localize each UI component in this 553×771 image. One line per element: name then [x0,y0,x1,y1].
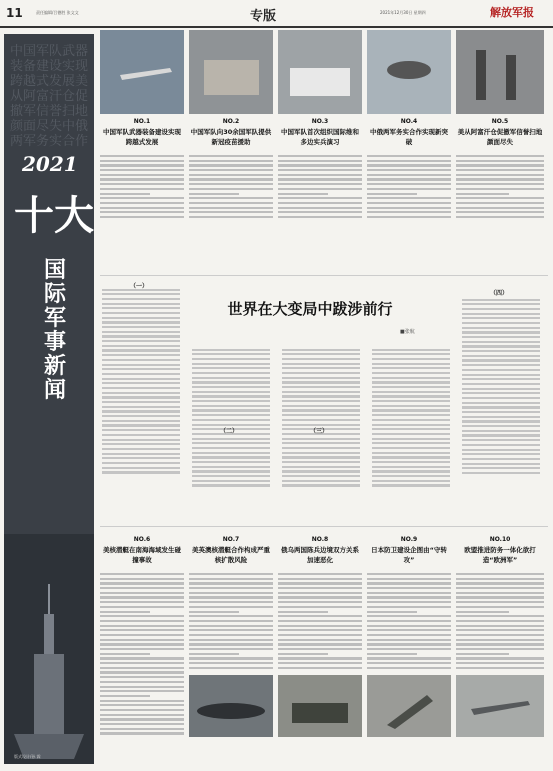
item-title: 美核潜艇在南海海域发生碰撞事故 [103,546,181,564]
item-number: NO.10 [489,536,511,543]
news-item-6 [100,532,184,737]
sidebar-title: 国际军事新闻 [44,258,67,403]
item-number: NO.6 [133,536,151,543]
news-item-7 [189,532,273,737]
submarine-photo [189,675,273,737]
item-number: NO.5 [491,118,509,125]
body-text [100,155,184,218]
feature-article [100,275,548,527]
armored-vehicle-photo [278,675,362,737]
feature-column-1 [102,286,180,516]
missile-launcher-photo [367,675,451,737]
section-mark-1: （一） [130,283,149,290]
editors: 责任编辑/吕德胜 张文文 [36,10,79,15]
section-title: 专版 [250,9,277,24]
section-mark-4: （四） [490,290,509,297]
body-text [367,155,451,218]
page-header [0,0,553,28]
military-aircraft-photo [456,675,544,737]
news-item-10 [456,532,544,737]
helicopter-photo [367,30,451,114]
news-item-4 [367,30,451,221]
feature-column-4 [372,346,450,516]
section-mark-3: （三） [310,428,329,435]
item-title: 中国军队武器装备建设实现跨越式发展 [103,128,181,146]
sidebar-footer: 版式设计/孙 霖 [14,754,41,759]
vaccine-cargo-photo [189,30,273,114]
sidebar-banner [4,34,94,764]
page-number: 11 [6,6,23,20]
item-title: 中俄两军务实合作实现新突破 [370,128,448,146]
news-item-2 [189,30,273,221]
item-title: 欧盟推进防务一体化欲打造“欧洲军” [464,546,536,564]
body-text [278,573,362,669]
news-item-5 [456,30,544,221]
item-title: 美从阿富汗仓促撤军信誉扫地颜面尽失 [457,128,543,146]
body-text [367,573,451,669]
sidebar-background-text: 中国军队武器装备建设实现跨越式发展美从阿富汗仓促撤军信誉扫地颜面尽失中俄两军务实合作 [10,44,89,149]
item-number: NO.8 [311,536,329,543]
body-text [278,155,362,218]
item-title: 美英澳核潜艇合作构成严重核扩散风险 [192,546,270,564]
feature-headline: 世界在大变局中跋涉前行 [227,300,393,318]
body-text [189,573,273,669]
body-text [456,155,544,218]
item-title: 日本防卫建设企图由“守转攻” [371,546,447,564]
item-number: NO.4 [400,118,418,125]
item-number: NO.3 [311,118,329,125]
body-text [456,573,544,669]
feature-author: ■张航 [400,329,415,335]
feature-column-5 [462,296,540,516]
sidebar-big-char: 十大 [14,192,94,239]
body-text [100,573,184,735]
item-number: NO.7 [222,536,240,543]
issue-date: 2021年12月30日 星期四 [380,10,426,15]
item-number: NO.1 [133,118,151,125]
news-item-8 [278,532,362,737]
masthead-logo: 解放军报 [490,6,534,19]
section-mark-2: （二） [220,428,239,435]
item-title: 俄乌两国陈兵边境双方关系加速恶化 [281,546,359,564]
item-title: 中国军队首次组织国际维和多边实兵演习 [281,128,359,146]
news-item-3 [278,30,362,221]
news-item-1 [100,30,184,221]
jet-photo [100,30,184,114]
warship-icon [4,534,94,764]
body-text [189,155,273,218]
un-vehicle-photo [278,30,362,114]
news-item-9 [367,532,451,737]
item-title: 中国军队向30余国军队提供新冠疫苗援助 [190,128,272,146]
item-number: NO.2 [222,118,240,125]
soldiers-photo [456,30,544,114]
sidebar-year: 2021 [22,152,78,176]
item-number: NO.9 [400,536,418,543]
